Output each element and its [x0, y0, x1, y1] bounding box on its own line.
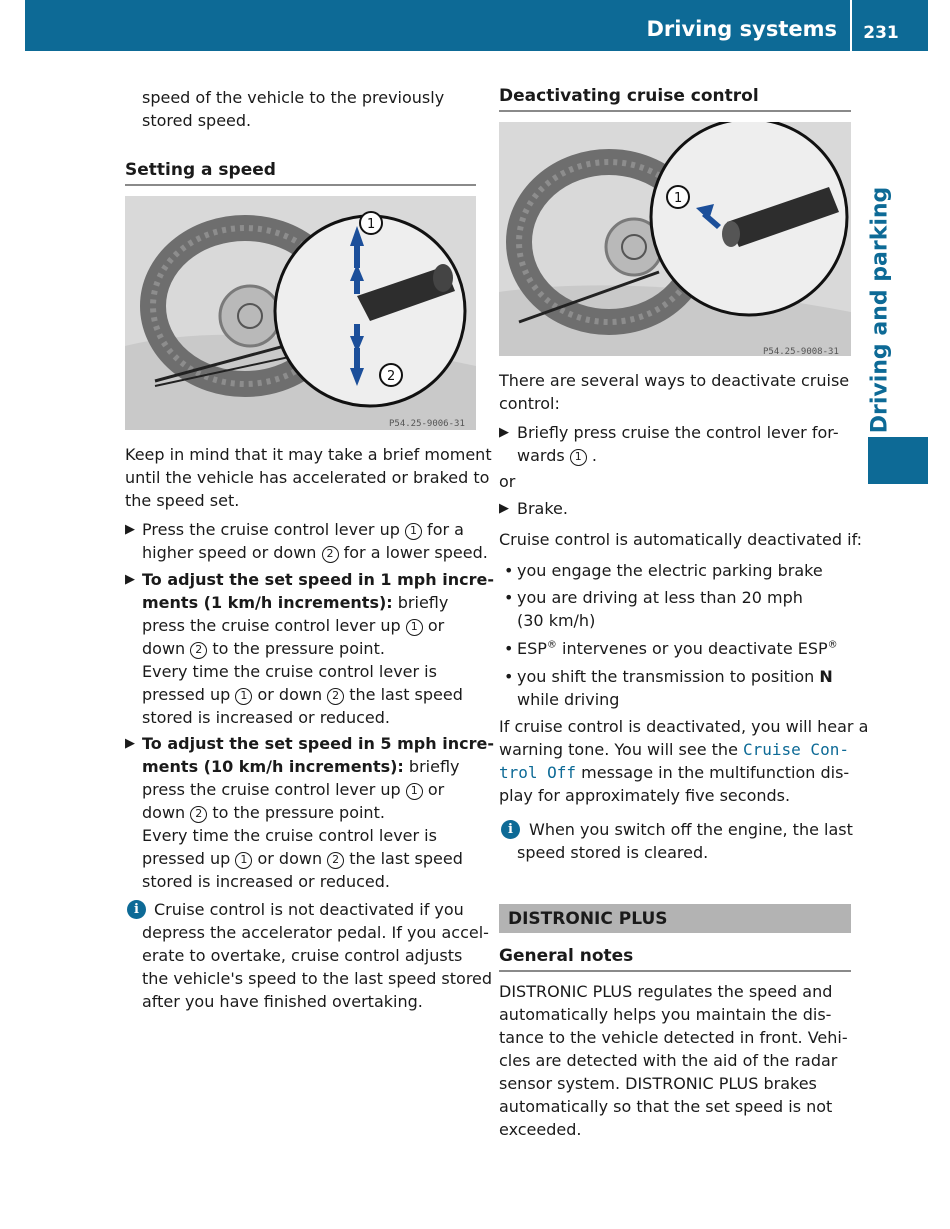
bullet-line: Briefly press cruise the control lever for- — [517, 423, 839, 442]
list-dot: • — [504, 588, 514, 607]
steering-lever-up-down-drawing — [125, 196, 476, 430]
svg-text:1: 1 — [367, 217, 376, 232]
callout-2-icon: 2 — [190, 806, 207, 823]
page-number: 231 — [863, 23, 899, 43]
heading-setting-a-speed: Setting a speed — [125, 160, 276, 180]
list-item: you shift the transmission to position N — [517, 667, 833, 686]
list-dot: • — [504, 639, 514, 658]
side-tab-marker — [868, 437, 928, 484]
paragraph-line: until the vehicle has accelerated or braked to — [125, 468, 490, 487]
paragraph-line: trol Off message in the multifunction dis- — [499, 763, 850, 782]
paragraph-line: Keep in mind that it may take a brief moment — [125, 445, 492, 464]
bullet-line: Every time the cruise control lever is — [142, 826, 437, 845]
list-dot: • — [504, 561, 514, 580]
info-line: When you switch off the engine, the last — [529, 820, 853, 839]
bullet-line: down 2 to the pressure point. — [142, 639, 385, 658]
side-tab — [864, 186, 896, 434]
paragraph-line: automatically helps you maintain the dis- — [499, 1005, 832, 1024]
paragraph-line: DISTRONIC PLUS regulates the speed and — [499, 982, 833, 1001]
svg-text:2: 2 — [387, 369, 396, 384]
bullet-line: Press the cruise control lever up 1 for a — [142, 520, 464, 539]
bullet-line: To adjust the set speed in 1 mph incre- — [142, 570, 494, 589]
bullet-line: wards 1 . — [517, 446, 597, 465]
paragraph-line: the speed set. — [125, 491, 240, 510]
bullet-arrow: ▶ — [125, 736, 135, 751]
callout-1-icon: 1 — [235, 852, 252, 869]
callout-2-icon: 2 — [322, 546, 339, 563]
bullet-line: stored is increased or reduced. — [142, 708, 390, 727]
bullet-line: press the cruise control lever up 1 or — [142, 616, 445, 635]
bullet-arrow: ▶ — [499, 501, 509, 516]
image-code: P54.25-9008-31 — [763, 347, 839, 356]
heading-general-notes: General notes — [499, 946, 634, 966]
bullet-line: stored is increased or reduced. — [142, 872, 390, 891]
paragraph-line: If cruise control is deactivated, you will hear a — [499, 717, 869, 736]
info-line: speed stored is cleared. — [517, 843, 709, 862]
info-line: erate to overtake, cruise control adjusts — [142, 946, 463, 965]
bullet-line: pressed up 1 or down 2 the last speed — [142, 849, 463, 868]
callout-1-icon: 1 — [406, 783, 423, 800]
callout-1-icon: 1 — [235, 688, 252, 705]
paragraph-line: There are several ways to deactivate cruise — [499, 371, 850, 390]
section-band — [499, 904, 851, 933]
image-code: P54.25-9006-31 — [389, 419, 465, 429]
display-message: trol Off — [499, 763, 577, 782]
paragraph-line: Cruise control is automatically deactivated if: — [499, 530, 863, 549]
bullet-arrow: ▶ — [499, 425, 509, 440]
steering-lever-forward-drawing — [499, 122, 851, 356]
list-item: you are driving at less than 20 mph — [517, 588, 803, 607]
bullet-line: press the cruise control lever up 1 or — [142, 780, 445, 799]
paragraph-line: exceeded. — [499, 1120, 582, 1139]
info-icon: i — [127, 900, 146, 919]
paragraph-line: play for approximately five seconds. — [499, 786, 791, 805]
info-line: Cruise control is not deactivated if you — [154, 900, 464, 919]
callout-1-icon: 1 — [405, 523, 422, 540]
heading-deactivating-cruise-control: Deactivating cruise control — [499, 86, 759, 106]
callout-2-icon: 2 — [327, 852, 344, 869]
paragraph-line: control: — [499, 394, 560, 413]
bullet-line: ments (10 km/h increments): briefly — [142, 757, 460, 776]
section-title: Driving systems — [646, 17, 837, 41]
bullet-line: pressed up 1 or down 2 the last speed — [142, 685, 463, 704]
callout-1-icon: 1 — [406, 619, 423, 636]
list-item: ESP® intervenes or you deactivate ESP® — [517, 639, 838, 658]
bullet-line: To adjust the set speed in 5 mph incre- — [142, 734, 494, 753]
side-tab-label: Driving and parking — [867, 186, 893, 434]
info-line: after you have finished overtaking. — [142, 992, 423, 1011]
setting-speed-illustration — [125, 196, 476, 430]
list-item: you engage the electric parking brake — [517, 561, 823, 580]
list-item: (30 km/h) — [517, 611, 596, 630]
heading-rule — [499, 970, 851, 972]
info-icon: i — [501, 820, 520, 839]
heading-rule — [499, 110, 851, 112]
svg-text:1: 1 — [674, 191, 683, 206]
bullet-arrow: ▶ — [125, 572, 135, 587]
bullet-line: higher speed or down 2 for a lower speed. — [142, 543, 488, 562]
paragraph-line: cles are detected with the aid of the radar — [499, 1051, 838, 1070]
callout-2-icon: 2 — [190, 642, 207, 659]
or-text: or — [499, 472, 516, 491]
bullet-line: Every time the cruise control lever is — [142, 662, 437, 681]
heading-rule — [125, 184, 476, 186]
section-band-title: DISTRONIC PLUS — [508, 909, 668, 929]
paragraph-line: tance to the vehicle detected in front. Vehi- — [499, 1028, 848, 1047]
list-item: while driving — [517, 690, 620, 709]
info-line: the vehicle's speed to the last speed stored — [142, 969, 493, 988]
paragraph-line: warning tone. You will see the Cruise Con- — [499, 740, 849, 759]
info-line: depress the accelerator pedal. If you accel- — [142, 923, 489, 942]
bullet-line: Brake. — [517, 499, 568, 518]
intro-line: speed of the vehicle to the previously — [142, 88, 445, 107]
paragraph-line: automatically so that the set speed is not — [499, 1097, 833, 1116]
bullet-arrow: ▶ — [125, 522, 135, 537]
intro-line: stored speed. — [142, 111, 252, 130]
bullet-line: down 2 to the pressure point. — [142, 803, 385, 822]
bullet-line: ments (1 km/h increments): briefly — [142, 593, 449, 612]
list-dot: • — [504, 667, 514, 686]
callout-2-icon: 2 — [327, 688, 344, 705]
display-message: Cruise Con- — [743, 740, 849, 759]
paragraph-line: sensor system. DISTRONIC PLUS brakes — [499, 1074, 817, 1093]
callout-1-icon: 1 — [570, 449, 587, 466]
deactivating-illustration — [499, 122, 851, 356]
